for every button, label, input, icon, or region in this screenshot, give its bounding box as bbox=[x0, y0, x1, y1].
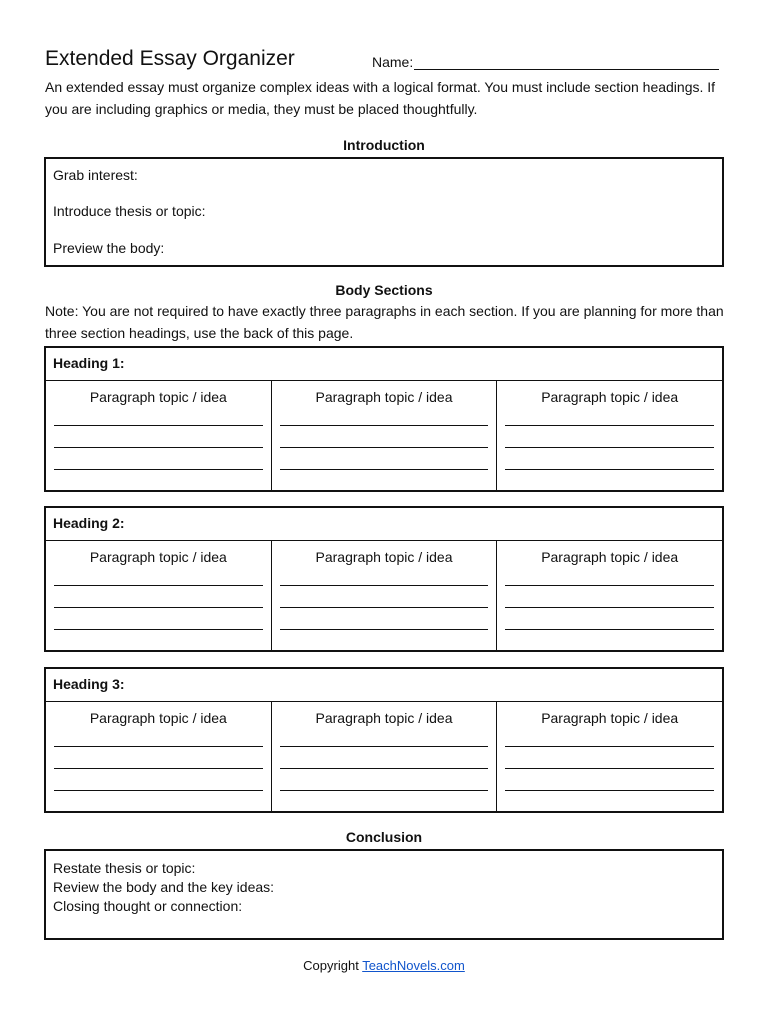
conclusion-line-review: Review the body and the key ideas: bbox=[53, 879, 275, 895]
blank-line[interactable] bbox=[280, 629, 489, 630]
heading-1-column-1 bbox=[46, 381, 271, 490]
blank-line[interactable] bbox=[505, 607, 714, 608]
paragraph-topic-label: Paragraph topic / idea bbox=[541, 710, 679, 726]
blank-line[interactable] bbox=[280, 425, 489, 426]
conclusion-box bbox=[44, 849, 724, 940]
intro-line-thesis: Introduce thesis or topic: bbox=[53, 203, 206, 219]
blank-line[interactable] bbox=[280, 585, 489, 586]
intro-line-preview: Preview the body: bbox=[53, 240, 165, 256]
paragraph-topic-label: Paragraph topic / idea bbox=[541, 389, 679, 405]
blank-line[interactable] bbox=[280, 768, 489, 769]
page-title: Extended Essay Organizer bbox=[45, 47, 295, 70]
copyright-label: Copyright bbox=[303, 958, 359, 973]
heading-2-columns bbox=[46, 541, 722, 650]
blank-line[interactable] bbox=[54, 469, 263, 470]
blank-line[interactable] bbox=[54, 746, 263, 747]
heading-2-label: Heading 2: bbox=[46, 508, 722, 541]
heading-2-column-1 bbox=[46, 541, 271, 650]
blank-line[interactable] bbox=[280, 790, 489, 791]
blank-line[interactable] bbox=[54, 768, 263, 769]
heading-2-column-2 bbox=[271, 541, 497, 650]
heading-2-column-3 bbox=[496, 541, 722, 650]
paragraph-topic-label: Paragraph topic / idea bbox=[315, 549, 453, 565]
introduction-box bbox=[44, 157, 724, 267]
blank-line[interactable] bbox=[505, 629, 714, 630]
conclusion-line-restate: Restate thesis or topic: bbox=[53, 860, 196, 876]
heading-1-column-2 bbox=[271, 381, 497, 490]
blank-line[interactable] bbox=[505, 425, 714, 426]
blank-line[interactable] bbox=[54, 585, 263, 586]
heading-1-label: Heading 1: bbox=[46, 348, 722, 381]
name-label: Name: bbox=[372, 54, 414, 70]
blank-line[interactable] bbox=[54, 790, 263, 791]
intro-line-grab-interest: Grab interest: bbox=[53, 167, 138, 183]
paragraph-topic-label: Paragraph topic / idea bbox=[89, 389, 227, 405]
blank-line[interactable] bbox=[505, 790, 714, 791]
blank-line[interactable] bbox=[280, 469, 489, 470]
intro-paragraph: An extended essay must organize complex ideas with a logical format. You must include section headings. If you are including graphics or media, they must be placed thoughtfully. bbox=[45, 79, 716, 117]
blank-line[interactable] bbox=[280, 746, 489, 747]
heading-3-columns bbox=[46, 702, 722, 811]
heading-1-column-3 bbox=[496, 381, 722, 490]
blank-line[interactable] bbox=[54, 629, 263, 630]
heading-3-column-2 bbox=[271, 702, 497, 811]
heading-3-column-1 bbox=[46, 702, 271, 811]
paragraph-topic-label: Paragraph topic / idea bbox=[541, 549, 679, 565]
body-sections-note: Note: You are not required to have exactly three paragraphs in each section. If you are planning for more than three section headings, use the back of this page. bbox=[45, 303, 724, 341]
heading-3-box bbox=[44, 667, 724, 813]
introduction-title: Introduction bbox=[343, 137, 425, 153]
name-blank-line[interactable] bbox=[414, 54, 719, 70]
name-field[interactable] bbox=[372, 54, 719, 70]
blank-line[interactable] bbox=[54, 607, 263, 608]
conclusion-line-closing: Closing thought or connection: bbox=[53, 898, 243, 914]
paragraph-topic-label: Paragraph topic / idea bbox=[89, 549, 227, 565]
blank-line[interactable] bbox=[505, 585, 714, 586]
blank-line[interactable] bbox=[280, 447, 489, 448]
paragraph-topic-label: Paragraph topic / idea bbox=[315, 710, 453, 726]
paragraph-topic-label: Paragraph topic / idea bbox=[315, 389, 453, 405]
blank-line[interactable] bbox=[505, 447, 714, 448]
paragraph-topic-label: Paragraph topic / idea bbox=[89, 710, 227, 726]
conclusion-title: Conclusion bbox=[345, 829, 423, 845]
teachnovels-link[interactable]: TeachNovels.com bbox=[362, 958, 465, 973]
heading-1-columns bbox=[46, 381, 722, 490]
body-sections-title: Body Sections bbox=[335, 282, 433, 298]
heading-2-box bbox=[44, 506, 724, 652]
copyright-footer bbox=[0, 958, 768, 973]
blank-line[interactable] bbox=[505, 768, 714, 769]
blank-line[interactable] bbox=[54, 425, 263, 426]
heading-1-box bbox=[44, 346, 724, 492]
conclusion-lines bbox=[53, 859, 274, 916]
heading-3-column-3 bbox=[496, 702, 722, 811]
blank-line[interactable] bbox=[505, 469, 714, 470]
blank-line[interactable] bbox=[505, 746, 714, 747]
blank-line[interactable] bbox=[280, 607, 489, 608]
blank-line[interactable] bbox=[54, 447, 263, 448]
heading-3-label: Heading 3: bbox=[46, 669, 722, 702]
